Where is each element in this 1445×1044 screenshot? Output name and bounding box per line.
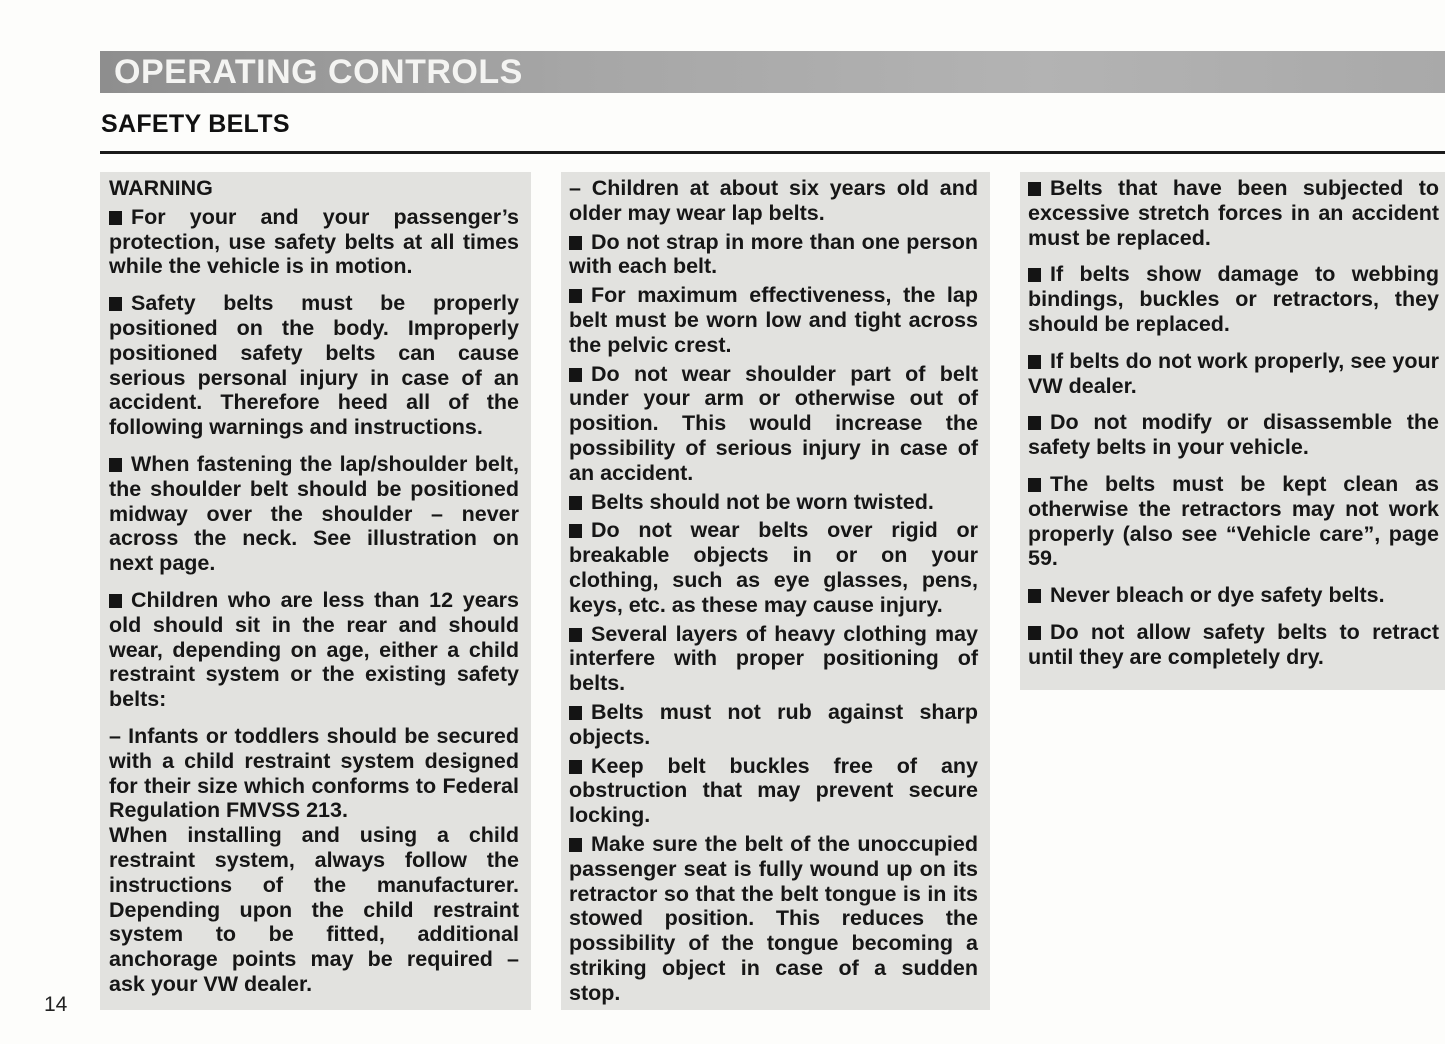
warning-item: Belts that have been subjected to excessive stretch forces in an accident must be replaced.	[1028, 176, 1439, 250]
warning-column-1	[100, 172, 531, 1010]
header-banner	[100, 51, 1445, 93]
warning-item: Never bleach or dye safety belts.	[1028, 583, 1439, 608]
warning-heading: WARNING	[109, 176, 213, 200]
children-note: – Children at about six years old and older may wear lap belts.	[569, 176, 978, 225]
warning-item: Make sure the belt of the unoccupied passenger seat is fully wound up on its retractor so that the belt tongue is in its stowed position. This reduces the possibility of the tongue becoming a striking object in case of a sudden stop.	[569, 831, 978, 1005]
warning-item: Do not allow safety belts to retract until they are completely dry.	[1028, 619, 1439, 669]
warning-item: If belts do not work properly, see your VW dealer.	[1028, 348, 1439, 398]
warning-item: Safety belts must be properly positioned on the body. Improperly positioned safety belts can cause serious personal injury in case of an accident. Therefore heed all of the following warnings and instructions.	[109, 291, 519, 440]
warning-item: When fastening the lap/shoulder belt, the shoulder belt should be positioned midway over the shoulder – never across the neck. See illustration on next page.	[109, 451, 519, 576]
page-number: 14	[44, 993, 68, 1016]
warning-item: For maximum effectiveness, the lap belt must be worn low and tight across the pelvic crest.	[569, 283, 978, 357]
warning-item: For your and your passenger’s protection, use safety belts at all times while the vehicle is in motion.	[109, 204, 519, 279]
warning-item: Keep belt buckles free of any obstruction that may prevent secure locking.	[569, 753, 978, 828]
warning-column-3	[1020, 172, 1445, 690]
warning-column-2	[561, 172, 990, 1010]
installing-note: When installing and using a child restraint system, always follow the instructions of the manufacturer. Depending upon the child restraint system to be fitted, additional anchorage points may be required – ask your VW dealer.	[109, 823, 519, 996]
warning-item: Children who are less than 12 years old should sit in the rear and should wear, depending on age, either a child restraint system or the existing safety belts:	[109, 587, 519, 712]
warning-item: Do not wear belts over rigid or breakable objects in or on your clothing, such as eye glasses, pens, keys, etc. as these may cause injury.	[569, 518, 978, 617]
warning-item: Do not strap in more than one person with each belt.	[569, 229, 978, 279]
warning-item: Several layers of heavy clothing may interfere with proper positioning of belts.	[569, 621, 978, 696]
warning-item: The belts must be kept clean as otherwise the retractors may not work properly (also see “Vehicle care”, page 59.	[1028, 471, 1439, 571]
warning-item: Belts must not rub against sharp objects.	[569, 699, 978, 749]
title-divider	[100, 151, 1445, 154]
warning-item: Do not wear shoulder part of belt under your arm or otherwise out of position. This would increase the possibility of serious injury in case of an accident.	[569, 361, 978, 485]
banner-title: OPERATING CONTROLS	[114, 53, 523, 91]
warning-item: If belts show damage to webbing bindings, buckles or retractors, they should be replaced.	[1028, 262, 1439, 336]
warning-item: Belts should not be worn twisted.	[569, 490, 978, 515]
infants-note: – Infants or toddlers should be secured with a child restraint system designed for their size which conforms to Federal Regulation FMVSS 213.	[109, 723, 519, 823]
warning-item: Do not modify or disassemble the safety belts in your vehicle.	[1028, 410, 1439, 460]
section-title: SAFETY BELTS	[101, 110, 290, 138]
